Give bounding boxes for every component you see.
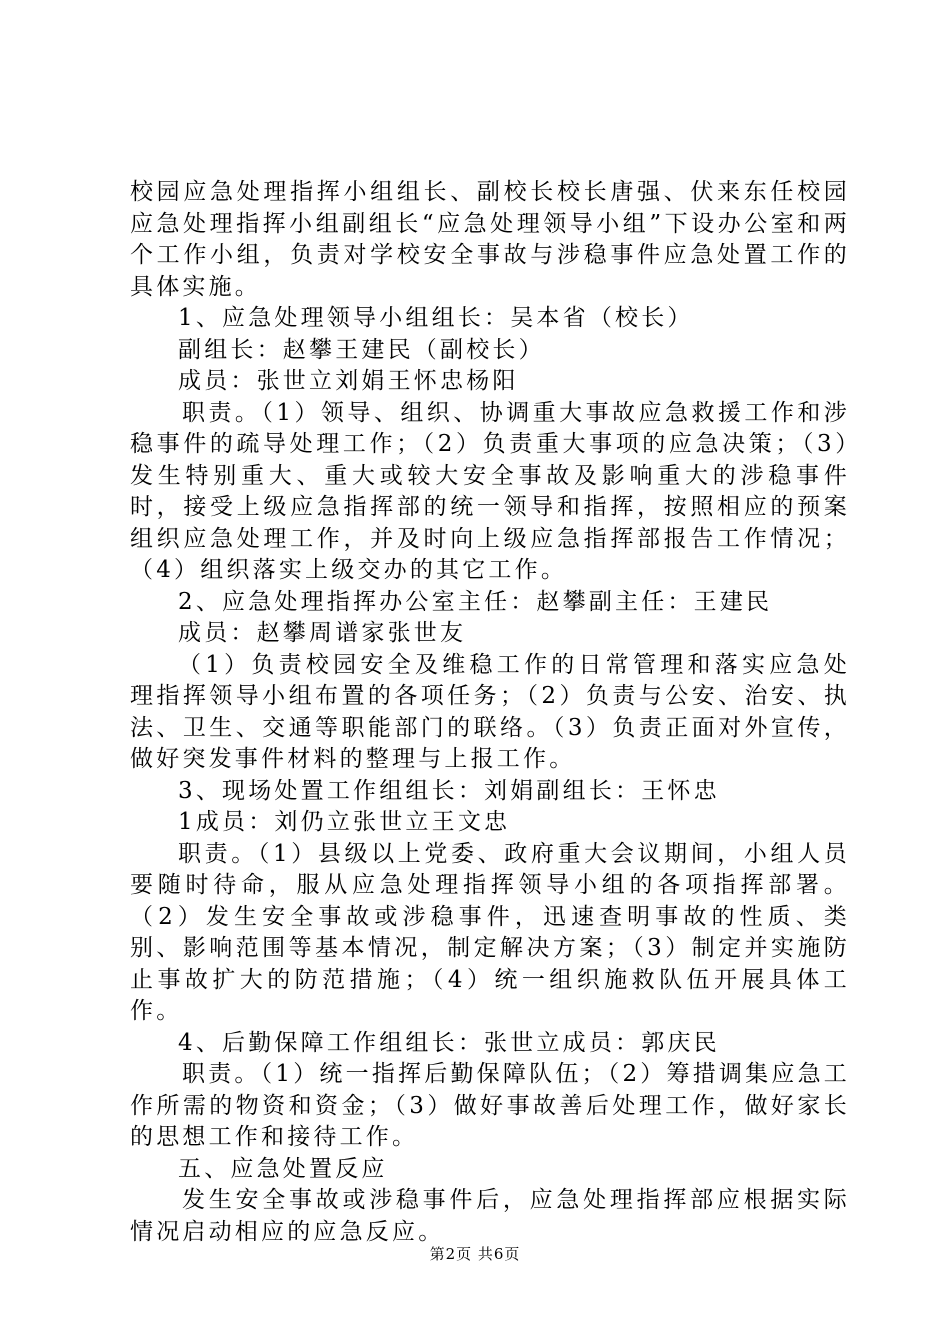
- paragraph-logistics-group: 4、后勤保障工作组组长：张世立成员：郭庆民: [178, 1029, 720, 1056]
- paragraph-response: 发生安全事故或涉稳事件后，应急处理指挥部应根据实际情况启动相应的应急反应。: [130, 1187, 850, 1245]
- paragraph-onsite-group: 3、现场处置工作组组长：刘娟副组长：王怀忠: [178, 777, 720, 804]
- section-heading-response: 五、应急处置反应: [178, 1155, 388, 1182]
- paragraph-duties-3: 职责。（1）县级以上党委、政府重大会议期间，小组人员要随时待命，服从应急处理指挥领导小组的各项指挥部署。（2）发生安全事故或涉稳事件，迅速查明事故的性质、类别、影响范围等基本情况，制定解决方案；（3）制定并实施防止事故扩大的防范措施；（4）统一组织施救队伍开展具体工作。: [130, 840, 850, 1024]
- paragraph-duties-4: 职责。（1）统一指挥后勤保障队伍；（2）筹措调集应急工作所需的物资和资金；（3）做好事故善后处理工作，做好家长的思想工作和接待工作。: [130, 1061, 850, 1150]
- paragraph-intro: 校园应急处理指挥小组组长、副校长校长唐强、伏来东任校园应急处理指挥小组副组长“应急处理领导小组”下设办公室和两个工作小组，负责对学校安全事故与涉稳事件应急处置工作的具体实施。: [130, 179, 850, 300]
- paragraph-office: 2、应急处理指挥办公室主任：赵攀副主任：王建民: [178, 588, 773, 615]
- document-body: [130, 177, 850, 1248]
- paragraph-members-3: 1成员：刘仍立张世立王文忠: [178, 809, 511, 835]
- paragraph-duties-1: 职责。（1）领导、组织、协调重大事故应急救援工作和涉稳事件的疏导处理工作；（2）负责重大事项的应急决策；（3）发生特别重大、重大或较大安全事故及影响重大的涉稳事件时，接受上级应急指挥部的统一领导和指挥，按照相应的预案组织应急处理工作，并及时向上级应急指挥部报告工作情况；（4）组织落实上级交办的其它工作。: [130, 399, 850, 583]
- paragraph-leader-group: 1、应急处理领导小组组长：吴本省（校长）: [178, 305, 694, 331]
- page-footer: 第2页 共6页: [429, 1245, 521, 1263]
- paragraph-members-2: 成员：赵攀周谱家张世友: [178, 620, 467, 646]
- paragraph-deputy-leader: 副组长：赵攀王建民（副校长）: [178, 336, 545, 363]
- paragraph-members-1: 成员：张世立刘娟王怀忠杨阳: [178, 368, 519, 394]
- paragraph-duties-2: （1）负责校园安全及维稳工作的日常管理和落实应急处理指挥领导小组布置的各项任务；（2）负责与公安、治安、执法、卫生、交通等职能部门的联络。（3）负责正面对外宣传，做好突发事件材料的整理与上报工作。: [130, 651, 850, 772]
